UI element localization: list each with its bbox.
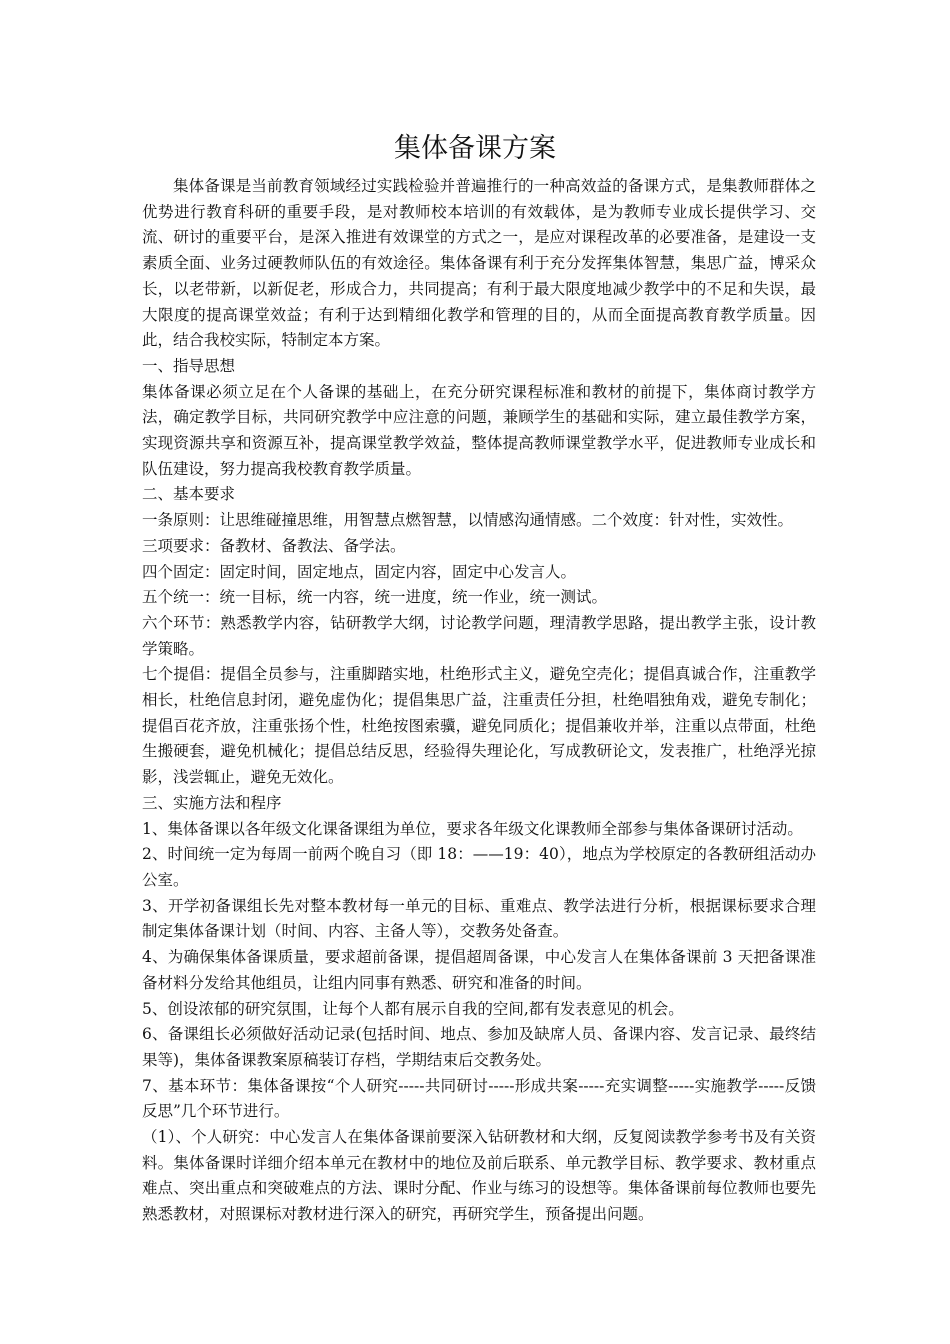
document-paragraph: 一条原则：让思维碰撞思维，用智慧点燃智慧，以情感沟通情感。二个效度：针对性，实效性。 bbox=[142, 511, 794, 530]
document-paragraph: 二、基本要求 bbox=[142, 485, 236, 504]
document-paragraph: 6、备课组长必须做好活动记录(包括时间、地点、参加及缺席人员、备课内容、发言记录、最终结果等)，集体备课教案原稿装订存档，学期结束后交教务处。 bbox=[142, 1025, 816, 1069]
document-paragraph: 3、开学初备课组长先对整本教材每一单元的目标、重难点、教学法进行分析，根据课标要求合理制定集体备课计划（时间、内容、主备人等），交教务处备查。 bbox=[142, 896, 816, 941]
document-paragraph: 七个提倡：提倡全员参与，注重脚踏实地，杜绝形式主义，避免空壳化；提倡真诚合作，注重教学相长，杜绝信息封闭，避免虚伪化；提倡集思广益，注重责任分担，杜绝唱独角戏，避免专制化；提倡百花齐放，注重张扬个性，杜绝按图索骥，避免同质化；提倡兼收并举，注重以点带面，杜绝生搬硬套，避免机械化；提倡总结反思，经验得失理论化，写成教研论文，发表推广，杜绝浮光掠影，浅尝辄止，避免无效化。 bbox=[142, 665, 816, 787]
document-paragraph: 集体备课必须立足在个人备课的基础上，在充分研究课程标准和教材的前提下，集体商讨教学方法，确定教学目标，共同研究教学中应注意的问题，兼顾学生的基础和实际，建立最佳教学方案，实现资源共享和资源互补，提高课堂教学效益，整体提高教师课堂教学水平，促进教师专业成长和队伍建设，努力提高我校教育教学质量。 bbox=[142, 382, 816, 478]
document-paragraph: 四个固定：固定时间，固定地点，固定内容，固定中心发言人。 bbox=[142, 562, 577, 581]
document-paragraph: 1、集体备课以各年级文化课备课组为单位，要求各年级文化课教师全部参与集体备课研讨活动。 bbox=[142, 819, 803, 838]
document-paragraph: 三、实施方法和程序 bbox=[142, 793, 282, 812]
document-paragraph: 7、基本环节：集体备课按“个人研究-----共同研讨-----形成共案-----充实调整-----实施教学-----反馈反思”几个环节进行。 bbox=[142, 1076, 816, 1121]
document-paragraph: 5、创设浓郁的研究氛围，让每个人都有展示自我的空间,都有发表意见的机会。 bbox=[142, 999, 684, 1018]
document-paragraph: 4、为确保集体备课质量，要求超前备课，提倡超周备课，中心发言人在集体备课前 3 天把备课准备材料分发给其他组员，让组内同事有熟悉、研究和准备的时间。 bbox=[142, 948, 816, 992]
document-paragraph: 2、时间统一定为每周一前两个晚自习（即 18：——19：40），地点为学校原定的各教研组活动办公室。 bbox=[142, 845, 816, 889]
document-paragraph: 集体备课是当前教育领域经过实践检验并普遍推行的一种高效益的备课方式，是集教师群体之优势进行教育科研的重要手段，是对教师校本培训的有效载体，是为教师专业成长提供学习、交流、研讨的重要平台，是深入推进有效课堂的方式之一，是应对课程改革的必要准备，是建设一支素质全面、业务过硬教师队伍的有效途径。集体备课有利于充分发挥集体智慧，集思广益，博采众长，以老带新，以新促老，形成合力，共同提高；有利于最大限度地减少教学中的不足和失误，最大限度的提高课堂效益；有利于达到精细化教学和管理的目的，从而全面提高教育教学质量。因此，结合我校实际，特制定本方案。 bbox=[142, 177, 816, 350]
document-paragraph: （1）、个人研究：中心发言人在集体备课前要深入钻研教材和大纲，反复阅读教学参考书及有关资料。集体备课时详细介绍本单元在教材中的地位及前后联系、单元教学目标、教学要求、教材重点难点、突出重点和突破难点的方法、课时分配、作业与练习的设想等。集体备课前每位教师也要先熟悉教材，对照课标对教材进行深入的研究，再研究学生，预备提出问题。 bbox=[142, 1128, 816, 1224]
document-paragraph: 一、指导思想 bbox=[142, 356, 236, 375]
document-paragraph: 五个统一：统一目标，统一内容，统一进度，统一作业，统一测试。 bbox=[142, 588, 608, 607]
document-title: 集体备课方案 bbox=[394, 133, 556, 164]
document-body bbox=[142, 174, 816, 1228]
document-paragraph: 六个环节：熟悉教学内容，钻研教学大纲，讨论教学问题，理清教学思路，提出教学主张，设计教学策略。 bbox=[142, 613, 816, 658]
document-paragraph: 三项要求：备教材、备教法、备学法。 bbox=[142, 536, 406, 555]
